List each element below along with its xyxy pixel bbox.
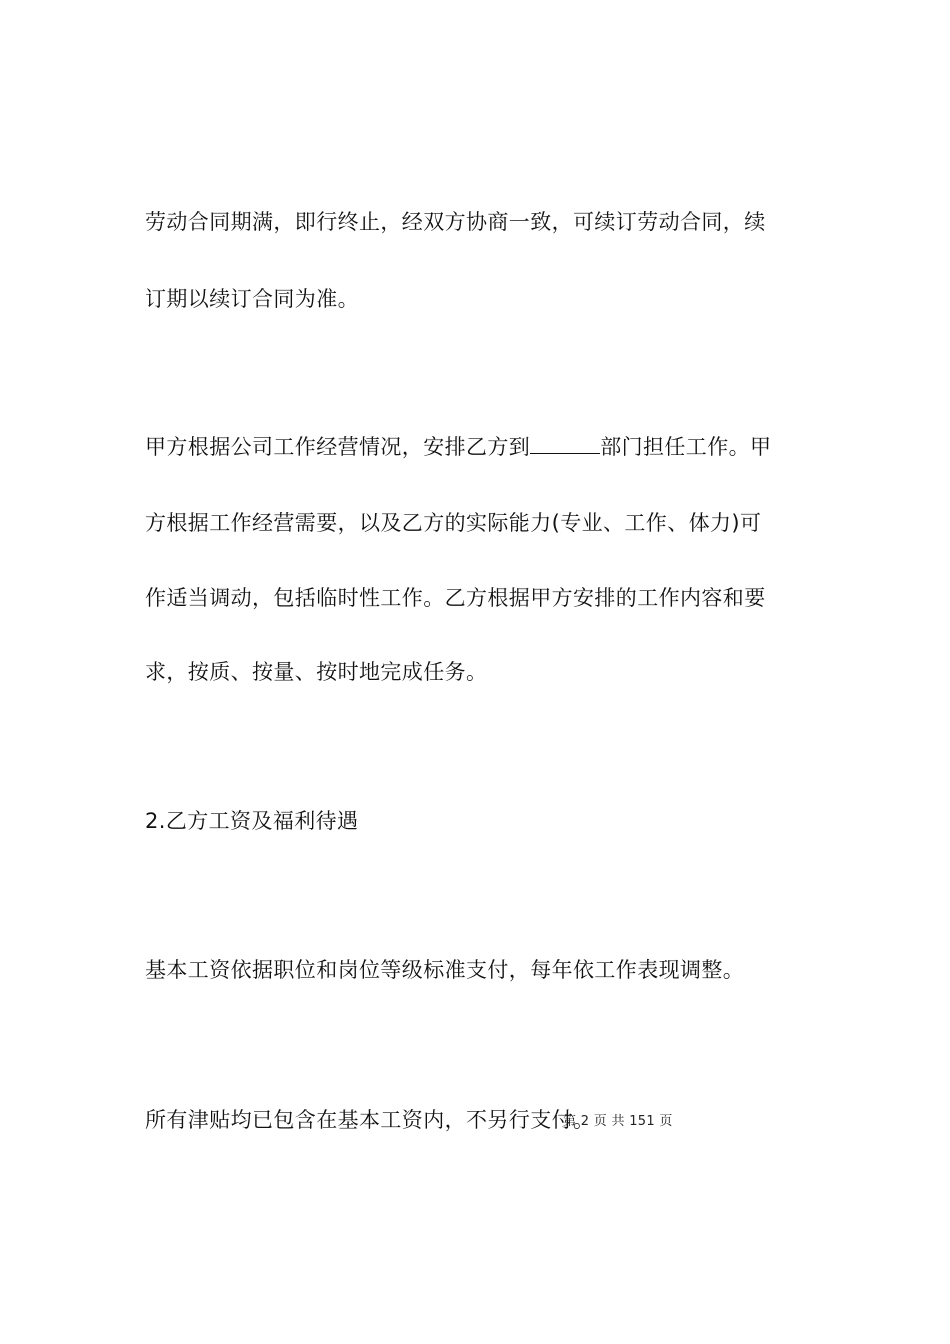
paragraph-2-line-3: 作适当调动，包括临时性工作。乙方根据甲方安排的工作内容和要 — [145, 586, 766, 610]
paragraph-2-line-1-before: 甲方根据公司工作经营情况，安排乙方到 — [145, 435, 531, 459]
paragraph-2-line-4: 求，按质、按量、按时地完成任务。 — [145, 660, 488, 684]
paragraph-1-line-2: 订期以续订合同为准。 — [145, 287, 359, 311]
department-blank — [530, 433, 600, 454]
paragraph-1-line-1: 劳动合同期满，即行终止，经双方协商一致，可续订劳动合同，续 — [145, 210, 766, 234]
paragraph-4-line-1: 所有津贴均已包含在基本工资内，不另行支付。 — [145, 1108, 595, 1132]
paragraph-2-line-1-after: 部门担任工作。甲 — [600, 435, 772, 459]
page-number: 第 2 页 共 151 页 — [563, 1114, 673, 1129]
paragraph-2-line-2: 方根据工作经营需要，以及乙方的实际能力(专业、工作、体力)可 — [145, 511, 762, 535]
section-heading: 2.乙方工资及福利待遇 — [145, 809, 359, 833]
paragraph-2-line-1 — [145, 432, 771, 462]
paragraph-3-line-1: 基本工资依据职位和岗位等级标准支付，每年依工作表现调整。 — [145, 958, 745, 982]
